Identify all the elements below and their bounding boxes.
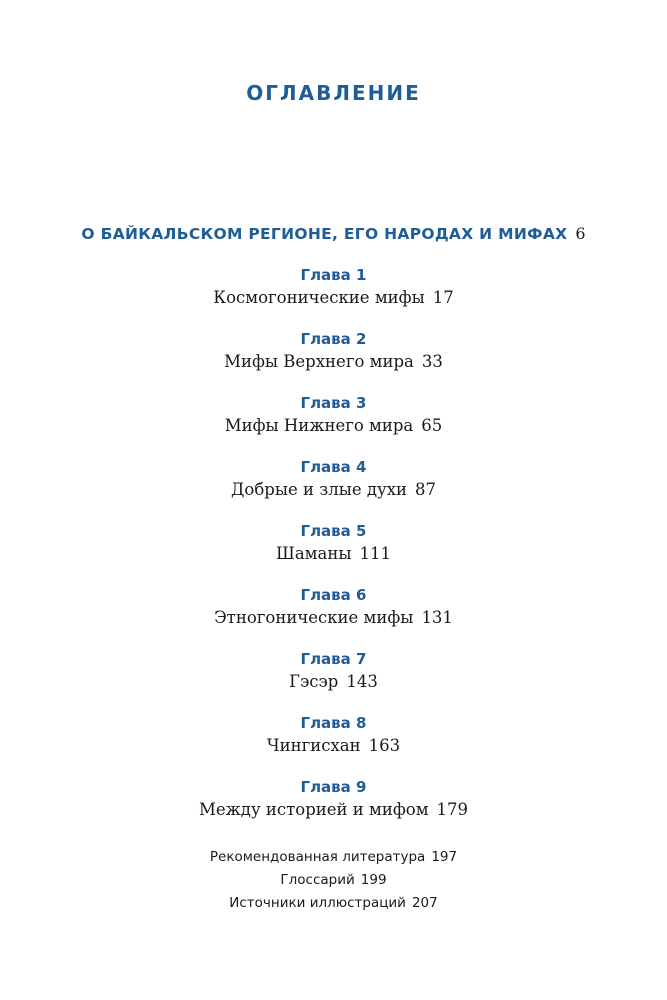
chapter-label: Глава 4 xyxy=(300,458,367,476)
chapter-page-number: 179 xyxy=(436,800,469,819)
chapter-label: Глава 7 xyxy=(300,650,367,668)
backmatter-list xyxy=(0,846,667,915)
chapter-title: Чингисхан xyxy=(266,736,361,755)
chapter-title: Мифы Нижнего мира xyxy=(224,416,414,435)
chapter-page-number: 111 xyxy=(359,544,391,563)
toc-entry-chapter-2[interactable] xyxy=(0,328,667,392)
chapter-label: Глава 1 xyxy=(300,266,367,284)
chapter-title: Этногонические мифы xyxy=(214,608,414,627)
toc-entry-bibliography[interactable] xyxy=(0,846,667,869)
chapter-label: Глава 2 xyxy=(300,330,367,348)
chapter-page-number: 131 xyxy=(421,608,453,627)
backmatter-page-number: 197 xyxy=(431,849,458,865)
chapter-page-number: 87 xyxy=(415,480,437,499)
chapter-page-number: 163 xyxy=(368,736,401,755)
backmatter-title: Источники иллюстраций xyxy=(229,895,406,911)
chapter-title: Космогонические мифы xyxy=(213,288,425,307)
backmatter-page-number: 207 xyxy=(411,895,438,911)
intro-label: О БАЙКАЛЬСКОМ РЕГИОНЕ, ЕГО НАРОДАХ И МИФАХ xyxy=(81,225,568,243)
backmatter-page-number: 199 xyxy=(360,872,387,888)
chapter-label: Глава 3 xyxy=(300,394,367,412)
page-title: ОГЛАВЛЕНИЕ xyxy=(246,81,421,105)
toc-entry-illustration-sources[interactable] xyxy=(0,892,667,915)
chapter-title: Между историей и мифом xyxy=(198,800,429,819)
chapter-page-number: 65 xyxy=(421,416,443,435)
chapter-title: Шаманы xyxy=(276,544,352,563)
backmatter-title: Рекомендованная литература xyxy=(209,849,426,865)
chapter-label: Глава 8 xyxy=(300,714,367,732)
toc-entry-chapter-8[interactable] xyxy=(0,712,667,776)
toc-entry-chapter-3[interactable] xyxy=(0,392,667,456)
toc-entry-intro[interactable] xyxy=(0,221,667,248)
toc-entry-chapter-7[interactable] xyxy=(0,648,667,712)
chapter-page-number: 33 xyxy=(421,352,443,371)
toc-entry-chapter-9[interactable] xyxy=(0,776,667,840)
chapter-title: Добрые и злые духи xyxy=(230,480,408,499)
chapter-title: Мифы Верхнего мира xyxy=(224,352,414,371)
toc-entry-glossary[interactable] xyxy=(0,869,667,892)
toc-entry-chapter-6[interactable] xyxy=(0,584,667,648)
chapter-title: Гэсэр xyxy=(289,672,339,691)
chapter-page-number: 143 xyxy=(346,672,378,691)
toc-entry-chapter-1[interactable] xyxy=(0,264,667,328)
backmatter-title: Глоссарий xyxy=(280,872,355,888)
intro-page-number: 6 xyxy=(575,224,586,243)
toc-entry-chapter-5[interactable] xyxy=(0,520,667,584)
chapter-label: Глава 6 xyxy=(300,586,367,604)
chapter-list xyxy=(0,264,667,840)
chapter-page-number: 17 xyxy=(432,288,454,307)
chapter-label: Глава 9 xyxy=(300,778,367,796)
toc-entry-chapter-4[interactable] xyxy=(0,456,667,520)
chapter-label: Глава 5 xyxy=(300,522,367,540)
